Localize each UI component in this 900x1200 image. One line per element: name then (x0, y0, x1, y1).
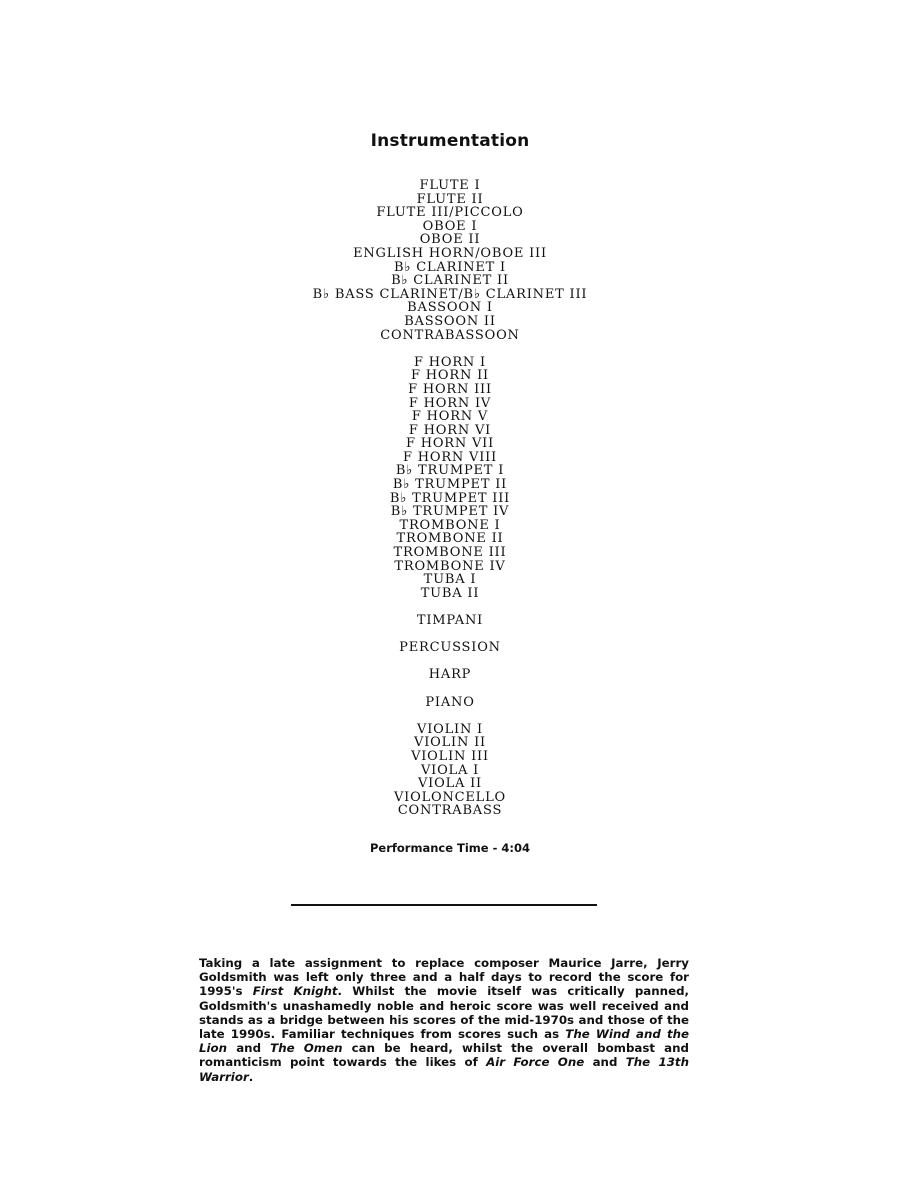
instrument-item: B♭ TRUMPET III (389, 490, 511, 506)
instrument-item: F HORN III (408, 381, 492, 397)
performance-time: Performance Time - 4:04 (370, 841, 530, 855)
instrument-item: TROMBONE III (393, 545, 507, 561)
instrument-item: TUBA II (420, 585, 480, 601)
program-note-text: and (227, 1041, 271, 1056)
divider (291, 904, 597, 906)
instrument-item: BASSOON II (404, 313, 496, 329)
instrument-list (0, 179, 900, 818)
instrument-item: CONTRABASS (397, 803, 503, 819)
instrument-item: B♭ BASS CLARINET/B♭ CLARINET III (312, 286, 588, 302)
instrument-item: FLUTE II (416, 191, 484, 207)
program-note-title: First Knight (252, 984, 338, 999)
instrument-item: ENGLISH HORN/OBOE III (353, 245, 547, 261)
instrument-group-harp (0, 668, 900, 682)
instrument-item: BASSOON I (407, 300, 493, 316)
instrument-group-strings (0, 723, 900, 818)
instrument-item: VIOLIN II (414, 735, 486, 751)
instrument-item: TROMBONE I (399, 517, 501, 533)
instrument-item: TUBA I (423, 572, 477, 588)
instrument-item: OBOE II (419, 232, 481, 248)
instrument-item: PIANO (425, 694, 475, 710)
instrument-item: VIOLA II (417, 776, 482, 792)
instrument-group-brass (0, 356, 900, 601)
program-note (199, 956, 689, 1084)
instrument-item: TROMBONE IV (394, 558, 506, 574)
instrument-item: VIOLA I (420, 762, 480, 778)
instrument-item: F HORN II (411, 368, 489, 384)
instrument-item: B♭ CLARINET II (391, 273, 509, 289)
instrument-item: HARP (428, 667, 472, 683)
instrument-item: FLUTE I (419, 178, 481, 193)
instrument-item: FLUTE III/PICCOLO (376, 205, 524, 221)
program-note-text: . Whilst the movie itself was critically panned, Goldsmith's unashamedly noble and heroic score was well received and stands as a bridge between his scores of the mid-1970s and those of the late 1990s. Familiar techniques from scores such as (199, 984, 689, 1042)
instrument-item: B♭ TRUMPET I (395, 463, 505, 479)
program-note-text: . (248, 1069, 254, 1084)
instrument-item: F HORN I (414, 354, 486, 370)
instrument-item: CONTRABASSOON (380, 327, 520, 343)
program-note-text: and (584, 1055, 626, 1070)
instrument-item: TIMPANI (416, 613, 484, 628)
instrument-item: F HORN VIII (402, 449, 498, 465)
instrument-item: F HORN V (411, 409, 489, 425)
instrument-item: TROMBONE II (396, 531, 504, 547)
instrument-item: B♭ CLARINET I (394, 259, 506, 275)
instrument-item: VIOLIN I (417, 721, 483, 737)
instrument-item: F HORN VII (405, 436, 495, 452)
instrument-item: VIOLONCELLO (393, 789, 506, 805)
instrument-group-piano (0, 696, 900, 710)
instrument-item: B♭ TRUMPET IV (390, 504, 510, 520)
instrument-group-percussion (0, 641, 900, 655)
instrument-group-timpani (0, 614, 900, 628)
instrument-item: F HORN VI (408, 422, 492, 438)
instrument-item: B♭ TRUMPET II (392, 477, 508, 493)
program-note-text: can be heard, whilst the overall bombast and romanticism point towards the likes of (199, 1041, 689, 1070)
program-note-text: Taking a late assignment to replace composer Maurice Jarre, Jerry Goldsmith was left only three and a half days to record the score for 1995's (199, 956, 689, 999)
page-title: Instrumentation (370, 131, 530, 151)
instrument-item: PERCUSSION (399, 640, 501, 656)
program-note-title: The Omen (270, 1041, 343, 1056)
instrument-item: F HORN IV (408, 395, 492, 411)
instrument-item: OBOE I (422, 218, 478, 234)
program-note-title: The 13th Warrior (199, 1055, 689, 1084)
program-note-title: Air Force One (486, 1055, 585, 1070)
instrument-item: VIOLIN III (411, 748, 489, 764)
program-note-title: The Wind and the Lion (199, 1027, 689, 1056)
instrument-group-woodwinds (0, 179, 900, 342)
